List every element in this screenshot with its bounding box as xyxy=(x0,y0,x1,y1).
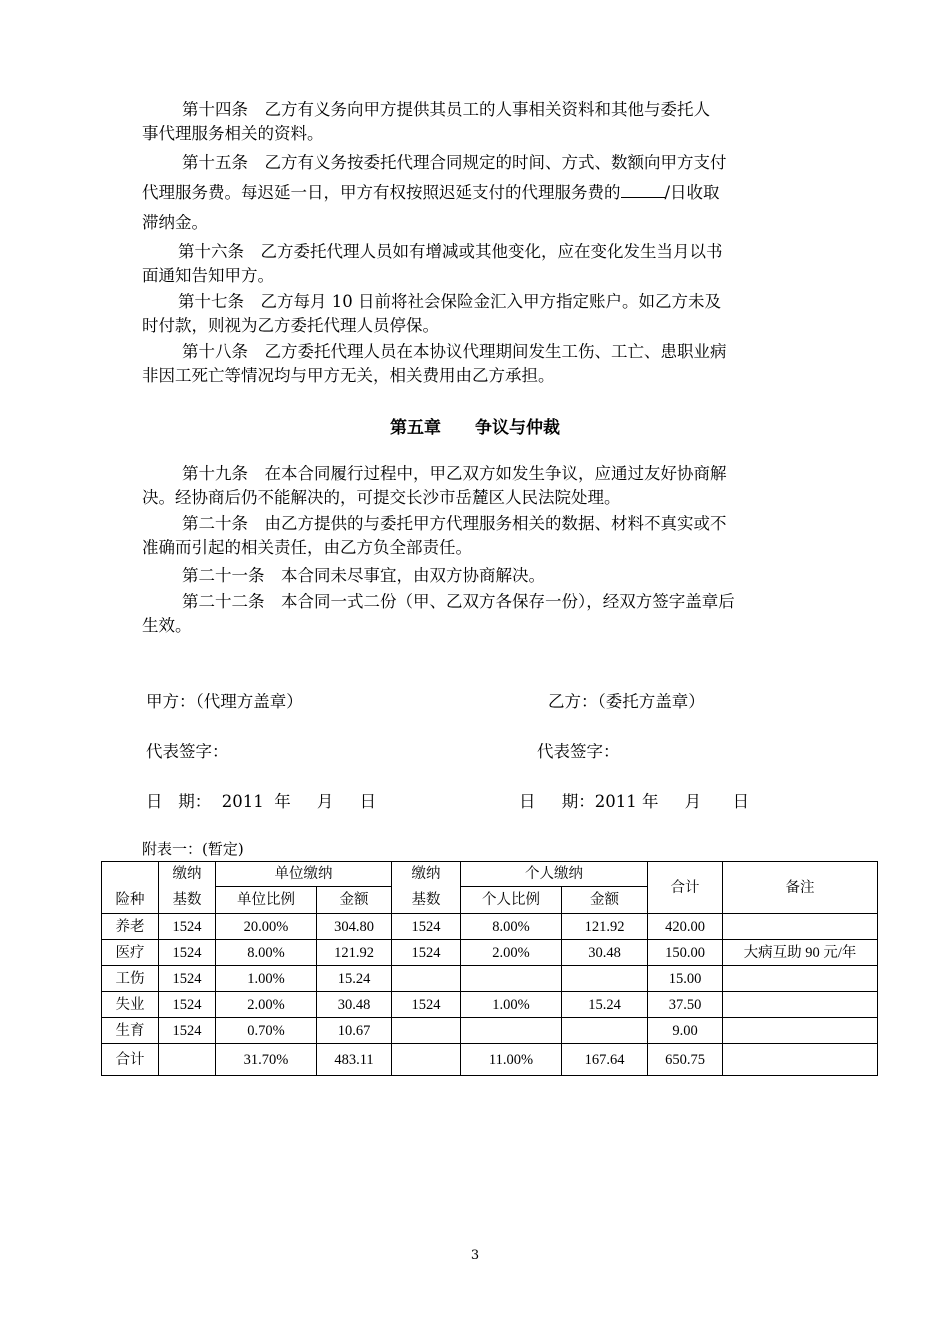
article-label: 第十四条 xyxy=(182,100,248,119)
table-row xyxy=(102,992,878,1018)
party-b-label: 乙方：（委托方盖章） xyxy=(548,692,705,711)
table-cell xyxy=(562,1018,648,1044)
table-cell: 650.75 xyxy=(648,1044,723,1076)
article-text: 本合同一式二份（甲、乙双方各保存一份），经双方签字盖章后 xyxy=(281,592,735,611)
table-cell: 31.70% xyxy=(216,1044,317,1076)
table-cell xyxy=(723,992,878,1018)
article-text: 决。经协商后仍不能解决的，可提交长沙市岳麓区人民法院处理。 xyxy=(142,488,621,507)
header-cell: 个人比例 xyxy=(461,887,562,914)
header-cell xyxy=(102,862,159,887)
table-cell: 167.64 xyxy=(562,1044,648,1076)
header-cell: 基数 xyxy=(392,887,461,914)
table-cell: 大病互助 90 元/年 xyxy=(723,940,878,966)
page-number: 3 xyxy=(470,1248,480,1263)
table-cell: 养老 xyxy=(102,914,159,940)
chapter-heading xyxy=(0,413,950,438)
table-cell xyxy=(461,1018,562,1044)
table-cell: 2.00% xyxy=(216,992,317,1018)
party-a-representative: 代表签字： xyxy=(146,742,229,761)
table-cell: 失业 xyxy=(102,992,159,1018)
article-text: 代理服务费。每迟延一日，甲方有权按照迟延支付的代理服务费的 xyxy=(142,183,621,202)
article-label: 第十五条 xyxy=(182,153,248,172)
table-cell: 0.70% xyxy=(216,1018,317,1044)
article-text: 时付款，则视为乙方委托代理人员停保。 xyxy=(142,316,439,335)
table-cell: 生育 xyxy=(102,1018,159,1044)
table-cell: 20.00% xyxy=(216,914,317,940)
article-text: 滞纳金。 xyxy=(142,213,208,232)
table-cell xyxy=(723,1044,878,1076)
article-text: 乙方有义务向甲方提供其员工的人事相关资料和其他与委托人 xyxy=(264,100,710,119)
article-label: 第十九条 xyxy=(182,464,248,483)
table-cell: 37.50 xyxy=(648,992,723,1018)
table-cell: 30.48 xyxy=(562,940,648,966)
party-a-date: 日 期： 2011 年 月 日 xyxy=(146,792,377,811)
table-cell: 1524 xyxy=(392,992,461,1018)
article-text: 本合同未尽事宜，由双方协商解决。 xyxy=(281,566,545,585)
article-text: 乙方每月 10 日前将社会保险金汇入甲方指定账户。如乙方未及 xyxy=(260,292,721,311)
header-cell: 险种 xyxy=(102,887,159,914)
table-cell xyxy=(159,1044,216,1076)
article-text: /日收取 xyxy=(664,183,720,202)
table-row xyxy=(102,914,878,940)
article-16 xyxy=(142,240,810,288)
article-text: 非因工死亡等情况均与甲方无关，相关费用由乙方承担。 xyxy=(142,366,555,385)
table-cell: 483.11 xyxy=(317,1044,392,1076)
table-cell: 工伤 xyxy=(102,966,159,992)
table-cell: 420.00 xyxy=(648,914,723,940)
article-19 xyxy=(142,462,810,510)
article-21 xyxy=(142,564,810,588)
table-header-row xyxy=(102,862,878,887)
header-cell: 个人缴纳 xyxy=(461,862,648,887)
table-cell: 1524 xyxy=(159,1018,216,1044)
article-label: 第二十二条 xyxy=(182,592,265,611)
table-cell: 121.92 xyxy=(317,940,392,966)
table-cell: 2.00% xyxy=(461,940,562,966)
fill-in-blank xyxy=(621,183,665,198)
table-cell: 1524 xyxy=(159,992,216,1018)
table-cell: 合计 xyxy=(102,1044,159,1076)
article-22 xyxy=(142,590,810,638)
table-cell xyxy=(723,1018,878,1044)
table-row xyxy=(102,966,878,992)
article-18 xyxy=(142,340,810,388)
table-cell: 1524 xyxy=(159,940,216,966)
table-cell: 11.00% xyxy=(461,1044,562,1076)
article-label: 第十六条 xyxy=(178,242,244,261)
header-cell: 备注 xyxy=(723,862,878,914)
table-cell: 15.24 xyxy=(562,992,648,1018)
header-cell: 缴纳 xyxy=(392,862,461,887)
table-cell: 304.80 xyxy=(317,914,392,940)
header-cell: 缴纳 xyxy=(159,862,216,887)
article-text: 准确而引起的相关责任，由乙方负全部责任。 xyxy=(142,538,472,557)
article-text: 乙方委托代理人员如有增减或其他变化，应在变化发生当月以书 xyxy=(260,242,723,261)
table-cell: 医疗 xyxy=(102,940,159,966)
chapter-title: 争议与仲裁 xyxy=(475,418,560,438)
article-label: 第十八条 xyxy=(182,342,248,361)
chapter-number: 第五章 xyxy=(390,418,441,438)
table-cell: 10.67 xyxy=(317,1018,392,1044)
table-cell: 1.00% xyxy=(216,966,317,992)
table-cell: 1524 xyxy=(392,914,461,940)
article-text: 在本合同履行过程中，甲乙双方如发生争议，应通过友好协商解 xyxy=(264,464,727,483)
table-cell: 15.00 xyxy=(648,966,723,992)
table-cell xyxy=(392,1018,461,1044)
table-cell: 1524 xyxy=(392,940,461,966)
party-a-label: 甲方：（代理方盖章） xyxy=(146,692,303,711)
article-text: 乙方委托代理人员在本协议代理期间发生工伤、工亡、患职业病 xyxy=(264,342,727,361)
table-cell: 8.00% xyxy=(461,914,562,940)
table-cell: 30.48 xyxy=(317,992,392,1018)
table-cell: 1524 xyxy=(159,914,216,940)
table-cell: 150.00 xyxy=(648,940,723,966)
table-total-row xyxy=(102,1044,878,1076)
header-cell: 金额 xyxy=(562,887,648,914)
table-row xyxy=(102,940,878,966)
header-cell: 合计 xyxy=(648,862,723,914)
table-cell xyxy=(723,914,878,940)
table-cell xyxy=(461,966,562,992)
article-label: 第二十条 xyxy=(182,514,248,533)
table-cell: 1.00% xyxy=(461,992,562,1018)
table-cell: 1524 xyxy=(159,966,216,992)
article-text: 面通知告知甲方。 xyxy=(142,266,274,285)
article-label: 第十七条 xyxy=(178,292,244,311)
article-17 xyxy=(142,290,810,338)
article-20 xyxy=(142,512,810,560)
article-15 xyxy=(142,148,810,238)
table-cell: 15.24 xyxy=(317,966,392,992)
article-14 xyxy=(142,98,810,146)
party-b-date: 日 期：2011 年 月 日 xyxy=(519,792,750,811)
table-cell xyxy=(723,966,878,992)
party-b-representative: 代表签字： xyxy=(537,742,620,761)
article-text: 生效。 xyxy=(142,616,192,635)
table-cell: 9.00 xyxy=(648,1018,723,1044)
table-cell: 121.92 xyxy=(562,914,648,940)
insurance-fee-table xyxy=(101,861,878,1076)
table-cell xyxy=(562,966,648,992)
header-cell: 基数 xyxy=(159,887,216,914)
table-row xyxy=(102,1018,878,1044)
table-cell: 8.00% xyxy=(216,940,317,966)
article-label: 第二十一条 xyxy=(182,566,265,585)
header-cell: 单位缴纳 xyxy=(216,862,392,887)
header-cell: 金额 xyxy=(317,887,392,914)
table-cell xyxy=(392,966,461,992)
table-cell xyxy=(392,1044,461,1076)
article-text: 由乙方提供的与委托甲方代理服务相关的数据、材料不真实或不 xyxy=(264,514,727,533)
header-cell: 单位比例 xyxy=(216,887,317,914)
article-text: 事代理服务相关的资料。 xyxy=(142,124,324,143)
table-caption: 附表一：(暂定) xyxy=(142,840,244,858)
article-text: 乙方有义务按委托代理合同规定的时间、方式、数额向甲方支付 xyxy=(264,153,727,172)
